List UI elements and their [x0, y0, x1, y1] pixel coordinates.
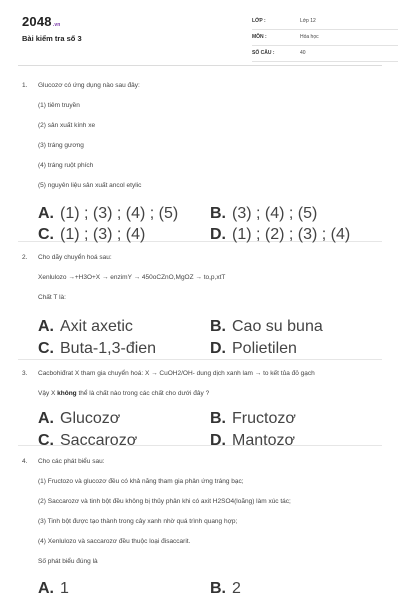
statement-line: (3) Tinh bột được tạo thành trong cây xanh nhờ quá trình quang hợp;	[38, 518, 238, 525]
answer-option-b[interactable]: B. Cao su buna	[210, 318, 323, 335]
meta-subject-row	[252, 30, 398, 46]
meta-value: Hóa học	[300, 34, 319, 40]
answer-option-d[interactable]: D. (1) ; (2) ; (3) ; (4)	[210, 226, 351, 243]
statement-line: Số phát biểu đúng là	[38, 558, 98, 565]
answer-option-a[interactable]: A. (1) ; (3) ; (4) ; (5)	[38, 205, 179, 222]
answer-option-d[interactable]: D. Polietilen	[210, 340, 297, 357]
question-1	[18, 66, 382, 242]
answer-option-b[interactable]: B. 2	[210, 580, 241, 597]
answer-option-c[interactable]: C. (1) ; (3) ; (4)	[38, 226, 146, 243]
question-number: 2.	[22, 254, 28, 261]
statement-line: Vậy X không thể là chất nào trong các chất cho dưới đây ?	[38, 390, 210, 397]
exam-header	[18, 0, 382, 66]
meta-label: SỐ CÂU :	[252, 50, 275, 56]
answer-option-a[interactable]: A. Axit axetic	[38, 318, 133, 335]
question-number: 4.	[22, 458, 28, 465]
answer-option-d[interactable]: D. Mantozơ	[210, 432, 295, 449]
meta-value: 40	[300, 50, 306, 56]
question-number: 3.	[22, 370, 28, 377]
answer-option-c[interactable]: C. Saccarozơ	[38, 432, 138, 449]
answer-option-a[interactable]: A. Glucozơ	[38, 410, 121, 427]
answer-option-a[interactable]: A. 1	[38, 580, 69, 597]
statement-line: (3) tráng gương	[38, 142, 84, 149]
question-3	[18, 360, 382, 449]
question-4	[18, 446, 382, 596]
meta-label: MÔN :	[252, 34, 267, 40]
statement-line: (5) nguyên liệu sản xuất ancol etylic	[38, 182, 142, 189]
answer-option-b[interactable]: B. (3) ; (4) ; (5)	[210, 205, 318, 222]
question-2	[18, 242, 382, 360]
question-prompt: Cacbohiđrat X tham gia chuyển hoá: X → CuOH2/OH- dung dịch xanh lam → to kết tủa đỏ gạch	[38, 370, 315, 377]
question-prompt: Cho dãy chuyển hoá sau:	[38, 254, 112, 261]
meta-count-row	[252, 46, 398, 62]
statement-line: (1) Fructozo và glucozơ đều có khả năng tham gia phản ứng tráng bạc;	[38, 478, 244, 485]
statement-line: Chất T là:	[38, 294, 66, 301]
answer-option-c[interactable]: C. Buta-1,3-đien	[38, 340, 157, 357]
reaction-chain: Xenlulozo →+H3O+X → enzimY → 450oCZnO,MgOZ → to,p,xtT	[38, 274, 226, 281]
statement-line: (2) sản xuất kính xe	[38, 122, 96, 129]
site-logo[interactable]: 2048.vn	[22, 14, 61, 29]
answer-option-b[interactable]: B. Fructozơ	[210, 410, 296, 427]
meta-class-row	[252, 14, 398, 30]
statement-line: (1) tiêm truyền	[38, 102, 80, 109]
statement-line: (2) Saccarozơ và tinh bột đều không bị thủy phân khi có axit H2SO4(loãng) làm xúc tác;	[38, 498, 291, 505]
statement-line: (4) Xenlulozo và saccarozơ đều thuộc loại đisaccarit.	[38, 538, 191, 545]
question-number: 1.	[22, 82, 28, 89]
exam-title: Bài kiểm tra số 3	[22, 34, 82, 43]
exam-meta	[252, 14, 398, 62]
question-prompt: Cho các phát biểu sau:	[38, 458, 105, 465]
meta-label: LỚP :	[252, 18, 266, 24]
question-prompt: Glucozơ có ứng dụng nào sau đây:	[38, 82, 140, 89]
statement-line: (4) tráng ruột phích	[38, 162, 94, 169]
meta-value: Lớp 12	[300, 18, 316, 24]
